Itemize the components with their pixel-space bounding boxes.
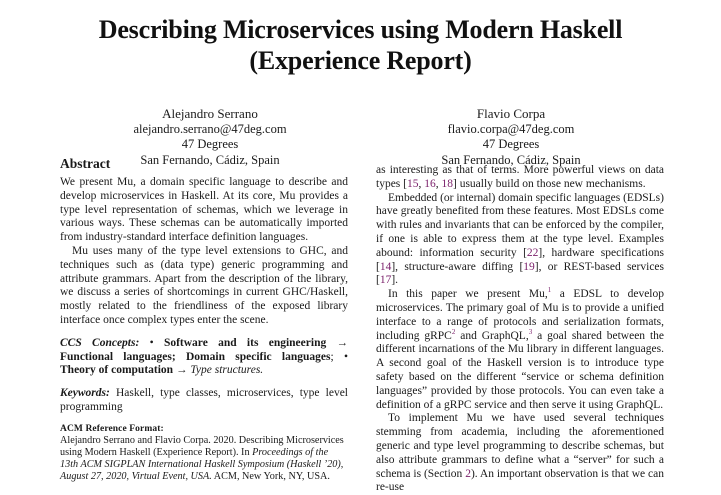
keywords-text: Haskell, type classes, microservices, type level programming [60, 387, 348, 413]
ccs-separator: ; [171, 350, 176, 363]
paragraph-edsl [376, 192, 664, 289]
acm-ref-venue: Proceedings of the 13th ACM SIGPLAN International Haskell Symposium (Haskell ’20), August 27, 2020, Virtual Event, USA. [60, 446, 344, 483]
paper-title [0, 14, 721, 76]
text-run: and GraphQL, [455, 329, 529, 342]
ccs-end: . [260, 364, 264, 377]
text-run: ], or REST-based services [ [376, 260, 664, 287]
footnote-marker[interactable]: 3 [528, 327, 533, 336]
ccs-arrow: → [175, 364, 188, 377]
citation-link[interactable]: 18 [441, 177, 453, 190]
keywords [60, 387, 348, 415]
left-column [60, 156, 348, 484]
author-name: Alejandro Serrano [162, 106, 258, 121]
ccs-item: Type structures [190, 364, 261, 377]
citation-link[interactable]: 19 [523, 260, 535, 273]
footnote-marker[interactable]: 2 [451, 327, 456, 336]
ccs-item: Theory of computation [60, 364, 174, 377]
text-run: ] usually build on those new mechanisms. [452, 177, 646, 190]
ccs-concepts: CCS Concepts: • Software and its engineering → Functional languages; Domain specific languages; • Theory of computation → Type structures. [60, 336, 349, 377]
citation-link[interactable]: 14 [379, 260, 392, 273]
author-location: San Fernando, Cádiz, Spain [140, 152, 280, 167]
text-run: ]. [391, 274, 399, 287]
citation-link[interactable]: 16 [424, 177, 436, 190]
abstract-paragraph-1: We present Mu, a domain specific language to describe and develop microservices in Haskell. At its core, Mu provides a type level representation of schemas, which we leverage in various ways. These schemas can be automatically imported from industry-standard interface definition languages. [60, 176, 348, 244]
author-location: San Fernando, Cádiz, Spain [441, 152, 581, 167]
text-run: ], structure-aware diffing [ [391, 260, 524, 273]
ccs-label: CCS Concepts: [60, 336, 140, 349]
text-run: as interesting as that of terms. More powerful views on data types [ [376, 164, 664, 190]
right-column [376, 164, 664, 495]
text-run: ). An important observation is that we can re-use [376, 467, 665, 494]
author-org: 47 Degrees [181, 137, 239, 151]
acm-reference [60, 435, 348, 484]
text-run: a EDSL to develop microservices. The primary goal of Mu is to provide a unified interface to a range of protocols and serialization formats, including gRPC [376, 288, 665, 342]
footnote-marker[interactable]: 1 [547, 286, 552, 295]
text-run: Embedded (or internal) domain specific languages (EDSLs) have greatly benefited from these features. Most EDSLs come with rules and invariants that can be enforced by the compiler, if one is able to express them at the type level. Examples abound: information security [ [376, 191, 664, 259]
paragraph-implementation [376, 412, 664, 495]
author-email[interactable]: flavio.corpa@47deg.com [447, 121, 575, 136]
paragraph-mu [376, 288, 664, 412]
text-run: In this paper we present Mu, [388, 288, 548, 301]
abstract-heading: Abstract [60, 156, 111, 171]
text-run: To implement Mu we have used several techniques stemming from academia, including the aforementioned generic and type level programming to describe schemas, but also attribute grammars to define what a “server” for such a schema is (Section [376, 412, 664, 480]
ccs-arrow: → [336, 336, 349, 349]
title-line-2: (Experience Report) [249, 46, 472, 75]
text-run: a goal shared between the different incarnations of the Mu library in different languages. A second goal of the Haskell version is to introduce type safety based on the different “service or schema definition languages” provided by those protocols. You can even take a definition of a gRPC service and then serve it using GraphQL. [376, 329, 664, 411]
author-block-2 [401, 106, 621, 168]
section-link[interactable]: 2 [465, 467, 471, 480]
author-email[interactable]: alejandro.serrano@47deg.com [133, 121, 287, 136]
acm-ref-tail: ACM, New York, NY, USA. [211, 471, 330, 483]
text-run: ], hardware specifications [ [376, 246, 664, 273]
ccs-item: Domain specific languages [186, 350, 331, 363]
keywords-label: Keywords: [60, 387, 110, 400]
citation-link[interactable]: 15 [406, 177, 419, 190]
acm-reference-heading: ACM Reference Format: [60, 423, 164, 434]
intro-continuation: as interesting as that of terms. More powerful views on data types [15, 16, 18] usually build on those new mechanisms. [376, 164, 664, 190]
abstract-paragraph-2: Mu uses many of the type level extensions to GHC, and techniques such as (data type) generic programming and attribute grammars. Apart from the description of the library, we discuss a series of shortcomings in current GHC/Haskell, mostly related to the friendliness of the exposed library interface once complex types enter the scene. [60, 244, 348, 326]
ccs-separator: ; [330, 350, 334, 363]
acm-ref-authors: Alejandro Serrano and Flavio Corpa. 2020. Describing Microservices using Modern Haskell (Experience Report). In [60, 434, 344, 458]
author-org: 47 Degrees [482, 137, 540, 151]
citation-link[interactable]: 17 [379, 274, 392, 287]
citation-link[interactable]: 22 [526, 246, 539, 259]
title-line-1: Describing Microservices using Modern Haskell [98, 15, 623, 44]
author-name: Flavio Corpa [476, 106, 546, 121]
ccs-item: Functional languages [60, 350, 172, 363]
ccs-item: Software and its engineering [163, 336, 327, 349]
